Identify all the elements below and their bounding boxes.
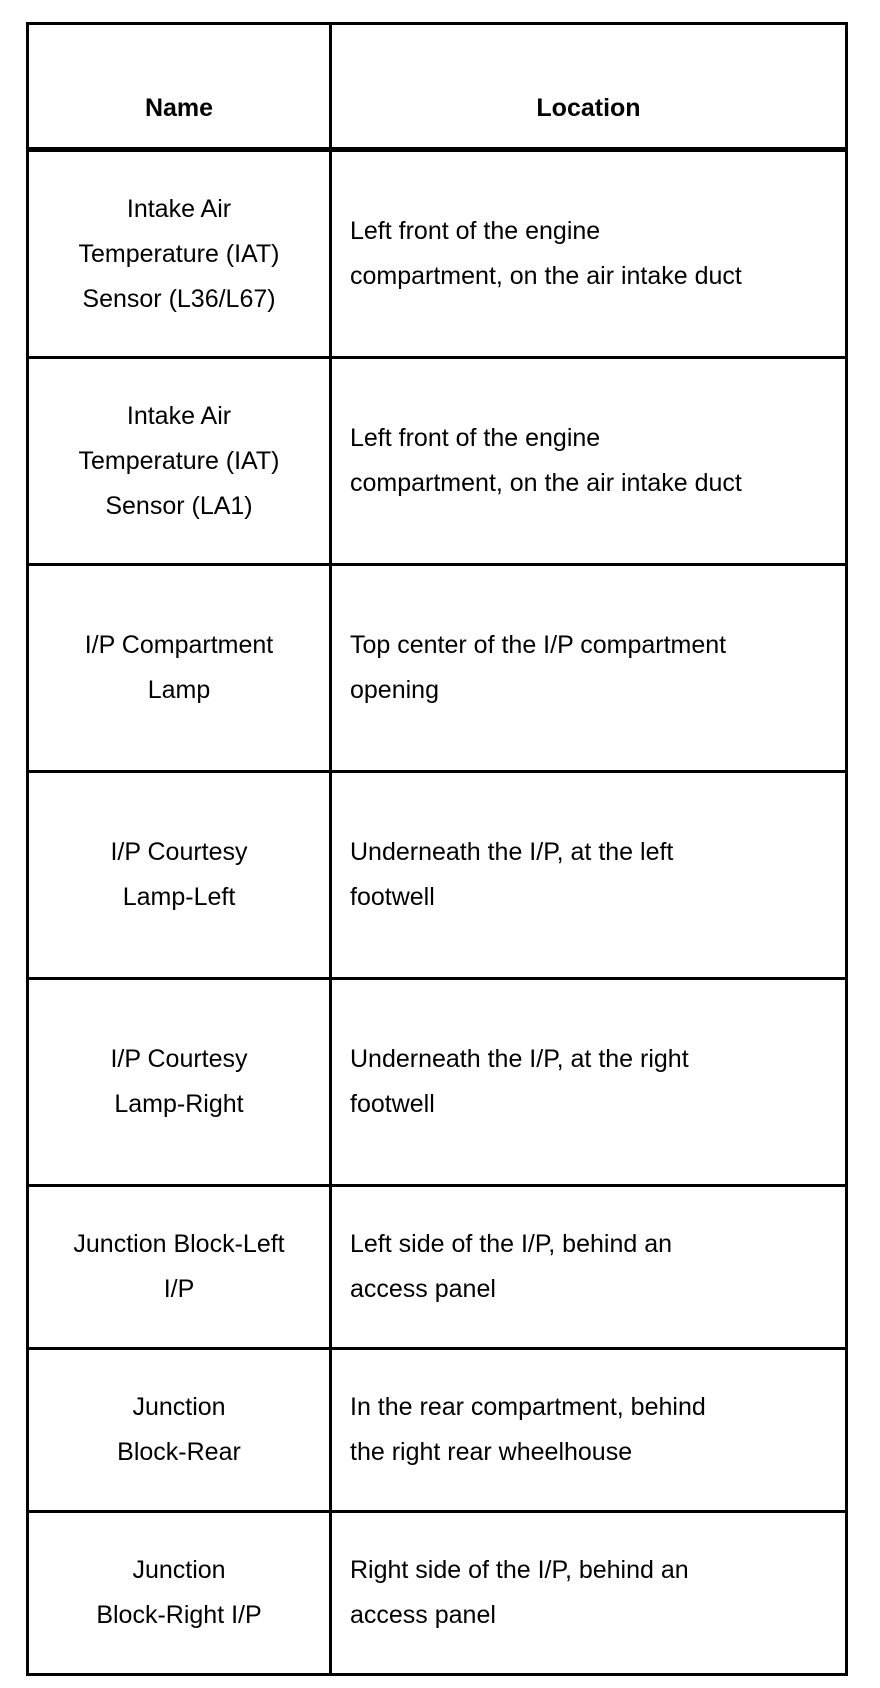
location-cell [331, 1512, 847, 1675]
name-cell [28, 772, 331, 979]
name-line: I/P Courtesy [110, 1045, 248, 1073]
location-line: opening [350, 676, 439, 704]
name-line: Junction [132, 1556, 226, 1584]
name-line: Junction Block-Left [73, 1230, 285, 1258]
table-header [28, 24, 847, 150]
name-line: Block-Right I/P [96, 1601, 262, 1629]
location-line: footwell [350, 1090, 435, 1118]
name-line: I/P Compartment [84, 631, 274, 659]
name-line: Junction [132, 1393, 226, 1421]
name-cell [28, 358, 331, 565]
location-cell [331, 150, 847, 358]
table-row [28, 1512, 847, 1675]
table-row [28, 772, 847, 979]
location-cell [331, 979, 847, 1186]
name-line: Block-Rear [117, 1438, 241, 1466]
location-line: access panel [350, 1275, 496, 1303]
table-row [28, 1349, 847, 1512]
table-row [28, 1186, 847, 1349]
location-line: footwell [350, 883, 435, 911]
location-line: Right side of the I/P, behind an [350, 1556, 689, 1584]
name-column-header: Name [28, 24, 331, 150]
name-cell [28, 150, 331, 358]
location-column-header: Location [331, 24, 847, 150]
location-line: Left side of the I/P, behind an [350, 1230, 673, 1258]
location-line: Top center of the I/P compartment [350, 631, 727, 659]
location-line: compartment, on the air intake duct [350, 262, 742, 290]
table-body [28, 150, 847, 1675]
name-line: Temperature (IAT) [78, 239, 280, 268]
location-cell [331, 565, 847, 772]
name-cell [28, 1349, 331, 1512]
name-cell [28, 979, 331, 1186]
component-location-table [26, 22, 848, 1676]
name-line: Intake Air [126, 194, 232, 223]
location-line: Left front of the engine [350, 424, 601, 452]
component-location-table-container [26, 22, 845, 1676]
location-line: In the rear compartment, behind [350, 1393, 706, 1421]
location-line: compartment, on the air intake duct [350, 469, 742, 497]
name-line: I/P [163, 1275, 195, 1303]
location-line: Underneath the I/P, at the left [350, 838, 674, 866]
name-cell [28, 1512, 331, 1675]
header-row [28, 24, 847, 150]
name-line: Sensor (L36/L67) [82, 284, 276, 313]
table-row [28, 358, 847, 565]
name-line: Intake Air [126, 401, 232, 430]
location-cell [331, 772, 847, 979]
name-cell [28, 1186, 331, 1349]
name-line: Lamp-Left [122, 883, 236, 911]
name-line: Lamp-Right [114, 1090, 244, 1118]
name-line: Sensor (LA1) [105, 491, 253, 520]
name-line: Lamp [147, 676, 211, 704]
table-row [28, 150, 847, 358]
location-cell [331, 358, 847, 565]
name-cell [28, 565, 331, 772]
table-row [28, 565, 847, 772]
table-row [28, 979, 847, 1186]
location-cell [331, 1186, 847, 1349]
location-line: Underneath the I/P, at the right [350, 1045, 689, 1073]
location-line: Left front of the engine [350, 217, 601, 245]
location-line: access panel [350, 1601, 496, 1629]
name-line: Temperature (IAT) [78, 446, 280, 475]
location-line: the right rear wheelhouse [350, 1438, 633, 1466]
location-cell [331, 1349, 847, 1512]
name-line: I/P Courtesy [110, 838, 248, 866]
